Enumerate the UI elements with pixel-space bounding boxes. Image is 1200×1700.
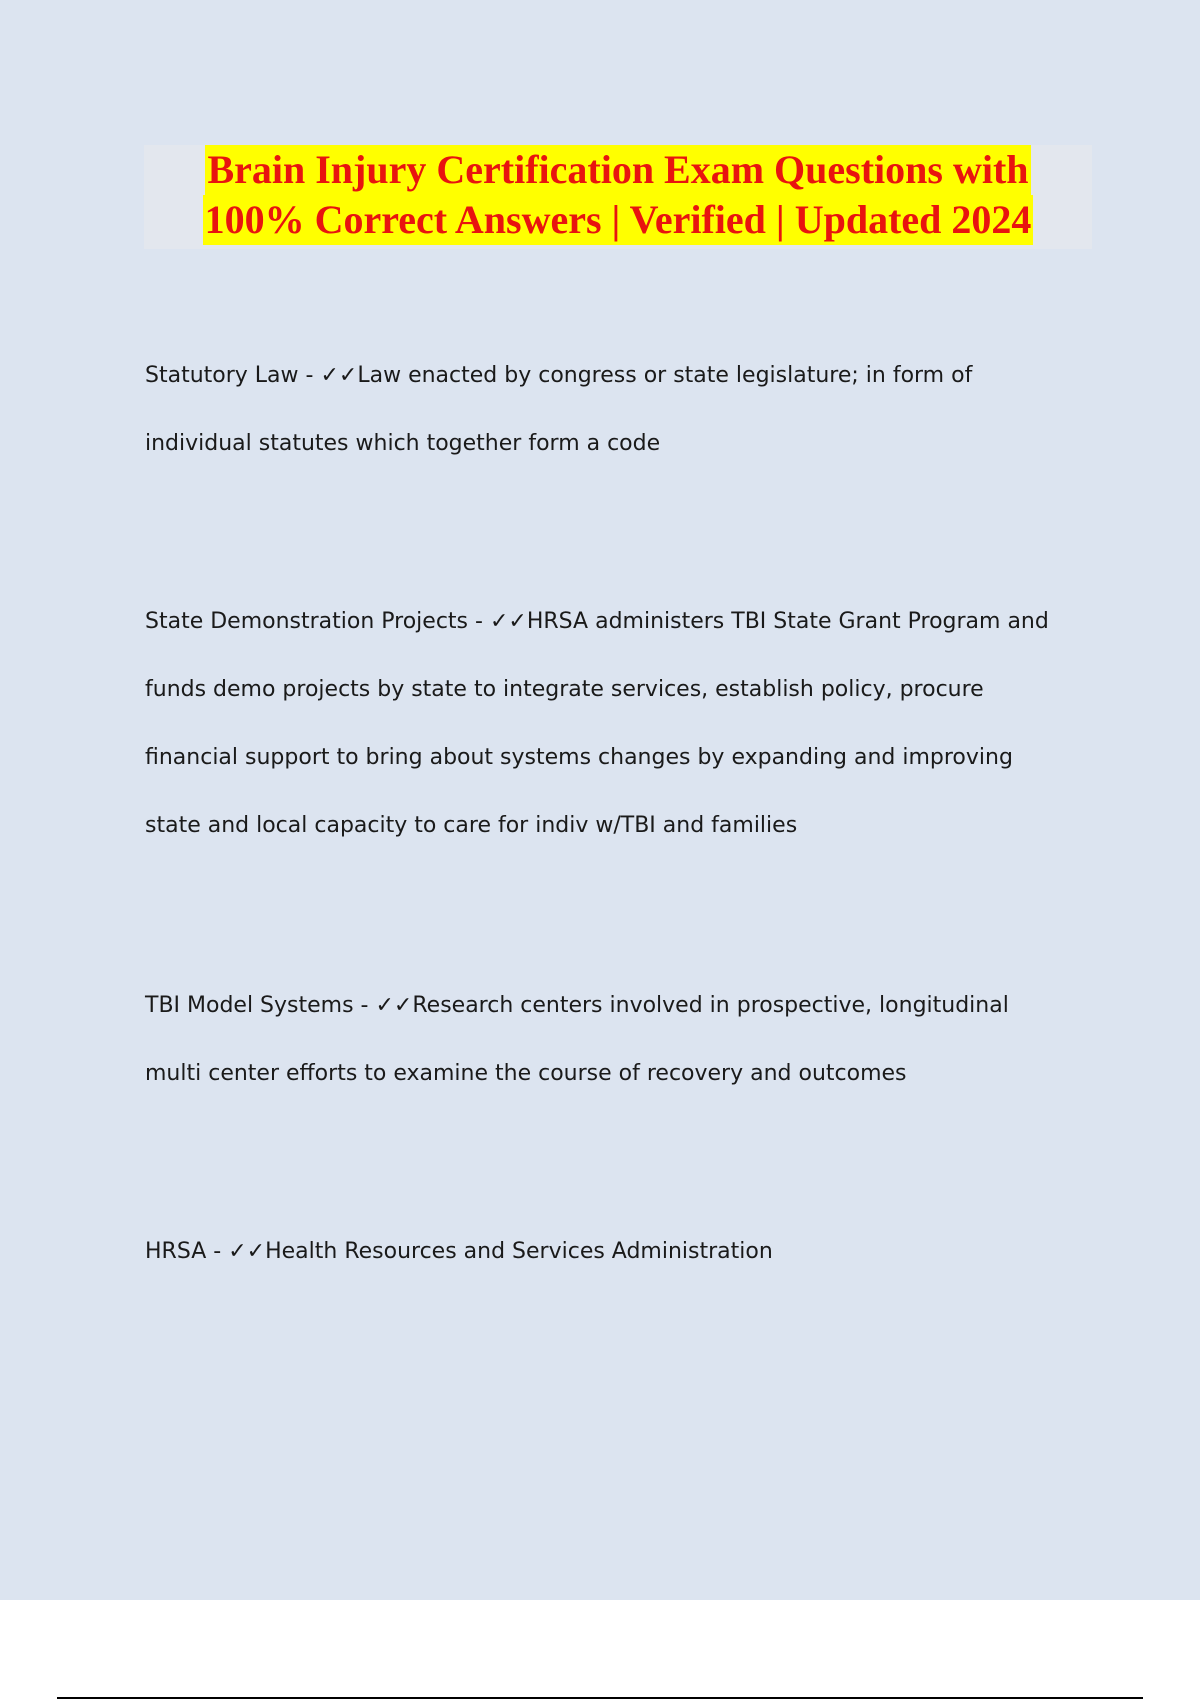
entry-term: State Demonstration Projects <box>145 609 469 634</box>
entry-line <box>145 588 1095 656</box>
entry-definition: Research centers involved in prospective, longitudinal <box>412 993 1009 1018</box>
entry-definition: Health Resources and Services Administration <box>265 1239 773 1264</box>
entry-separator: - <box>298 363 321 388</box>
checkmark-icon: ✓✓ <box>320 363 358 388</box>
document-title <box>144 145 1092 249</box>
entry-line <box>145 972 1095 1040</box>
entry-line: state and local capacity to care for indiv w/TBI and families <box>145 813 798 838</box>
entry-separator: - <box>206 1239 229 1264</box>
entry-term: TBI Model Systems <box>145 993 354 1018</box>
qa-entry-hrsa <box>145 1218 1095 1286</box>
entry-term: Statutory Law <box>145 363 299 388</box>
entry-separator: - <box>468 609 490 634</box>
title-line-2: 100% Correct Answers | Verified | Updated 2024 <box>203 195 1034 245</box>
footer-divider <box>57 1697 1143 1699</box>
entry-separator: - <box>353 993 376 1018</box>
qa-entry-statutory-law <box>145 342 1095 478</box>
checkmark-icon: ✓✓ <box>228 1239 266 1264</box>
qa-entry-tbi-model-systems <box>145 972 1095 1108</box>
entry-definition: HRSA administers TBI State Grant Program and <box>526 609 1049 634</box>
qa-entry-state-demonstration-projects <box>145 588 1095 860</box>
entry-definition: Law enacted by congress or state legislature; in form of <box>357 363 973 388</box>
checkmark-icon: ✓✓ <box>489 609 527 634</box>
title-line-1: Brain Injury Certification Exam Questions with <box>205 145 1030 195</box>
entry-line <box>145 342 1095 410</box>
entry-line: multi center efforts to examine the course of recovery and outcomes <box>145 1061 907 1086</box>
entry-line <box>145 1218 1095 1286</box>
entry-line: funds demo projects by state to integrate services, establish policy, procure <box>145 677 984 702</box>
entry-line: financial support to bring about systems changes by expanding and improving <box>145 745 1013 770</box>
checkmark-icon: ✓✓ <box>375 993 413 1018</box>
entry-line: individual statutes which together form a code <box>145 431 661 456</box>
entry-term: HRSA <box>145 1239 207 1264</box>
